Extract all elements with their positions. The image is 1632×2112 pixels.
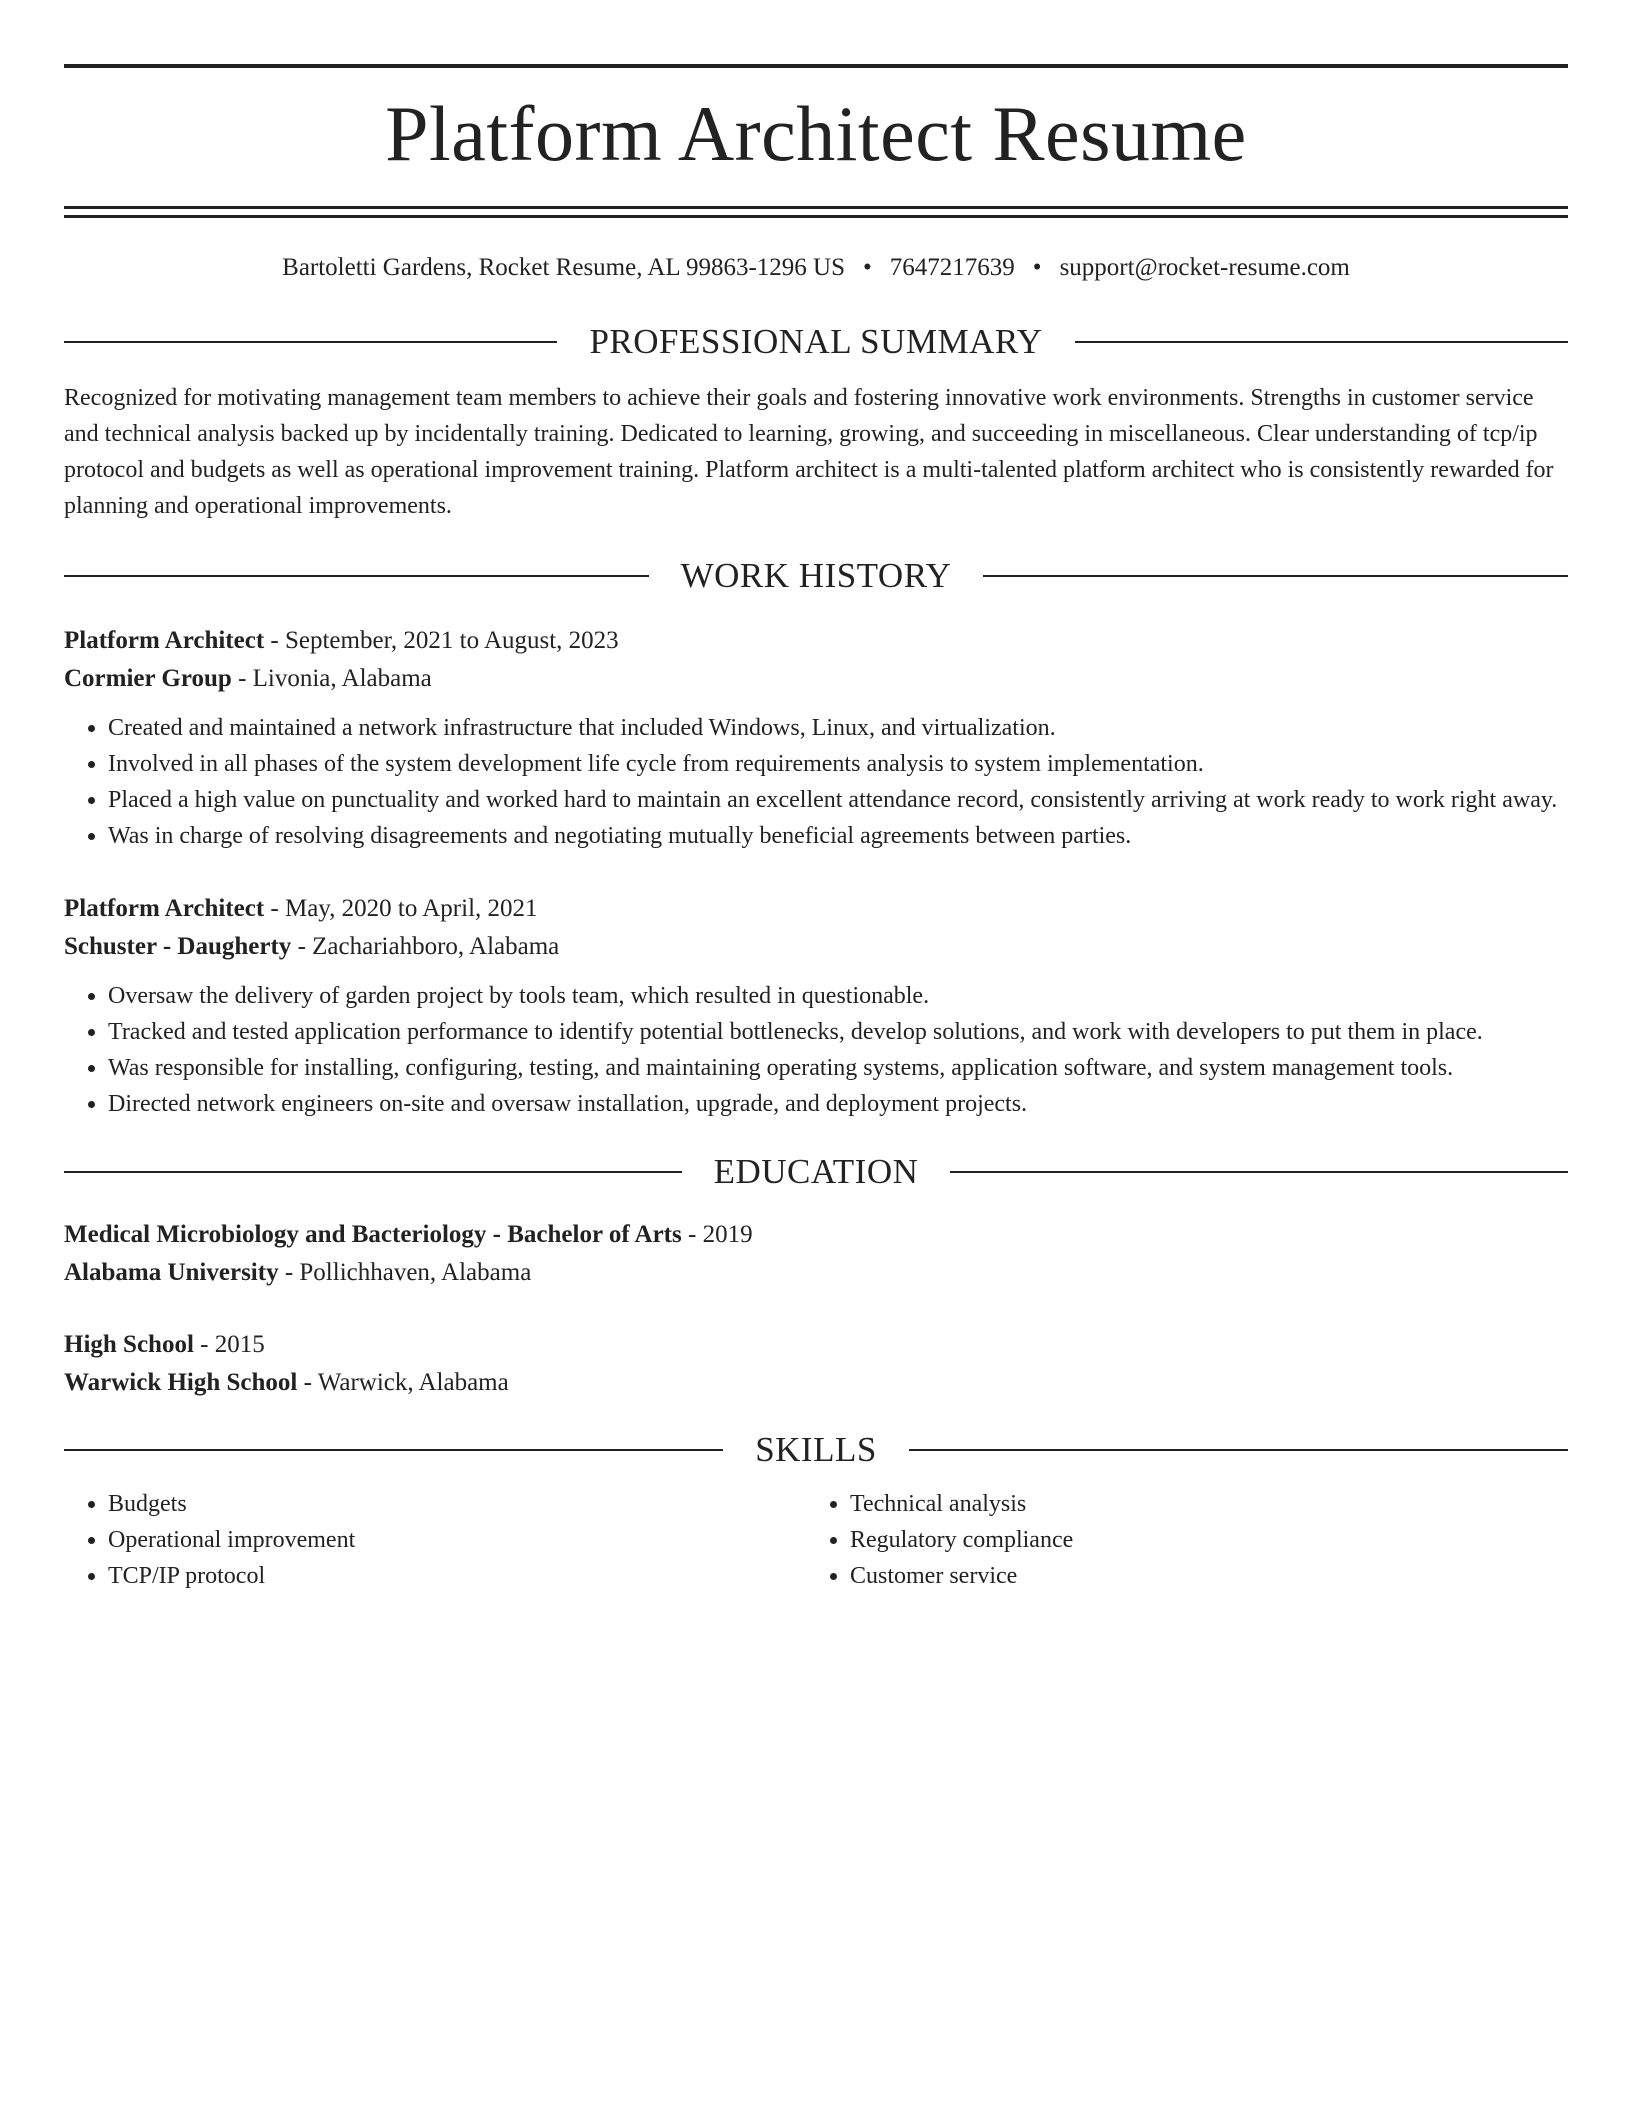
education-degree-line xyxy=(64,1326,1568,1364)
job-title: Platform Architect xyxy=(64,627,265,654)
heading-rule-right xyxy=(983,575,1568,577)
job-location: - Livonia, Alabama xyxy=(231,665,432,692)
header-top-rule xyxy=(64,64,1568,68)
skills-list xyxy=(64,1486,1568,1594)
list-item: • Budgets xyxy=(108,1486,806,1522)
education-location: - Warwick, Alabama xyxy=(297,1369,509,1396)
list-item: • Was in charge of resolving disagreements and negotiating mutually beneficial agreements between parties. xyxy=(108,818,1568,854)
job-dates: - September, 2021 to August, 2023 xyxy=(264,627,619,654)
job-title-line xyxy=(64,622,1568,660)
job-location: - Zachariahboro, Alabama xyxy=(291,933,560,960)
resume-page xyxy=(64,64,1568,1594)
contact-address: Bartoletti Gardens, Rocket Resume, AL 99863-1296 US xyxy=(282,254,846,281)
job-company-line xyxy=(64,928,1568,966)
contact-email: support@rocket-resume.com xyxy=(1059,254,1350,281)
job-entry xyxy=(64,890,1568,1122)
page-title: Platform Architect Resume xyxy=(385,90,1247,177)
list-item: • Created and maintained a network infrastructure that included Windows, Linux, and virtualization. xyxy=(108,710,1568,746)
education-school-line xyxy=(64,1254,1568,1292)
education-location: - Pollichhaven, Alabama xyxy=(278,1259,532,1286)
education-degree: High School xyxy=(64,1331,194,1358)
list-item: • TCP/IP protocol xyxy=(108,1558,806,1594)
section-title: SKILLS xyxy=(755,1430,877,1469)
header-double-rule xyxy=(64,206,1568,218)
list-item: • Was responsible for installing, configuring, testing, and maintaining operating systems, application software, and system management tools. xyxy=(108,1050,1568,1086)
job-bullets xyxy=(64,710,1568,854)
education-degree-line xyxy=(64,1216,1568,1254)
job-entry xyxy=(64,622,1568,854)
job-title: Platform Architect xyxy=(64,895,265,922)
heading-rule-left xyxy=(64,1449,723,1451)
list-item: • Tracked and tested application performance to identify potential bottlenecks, develop solutions, and work with developers to put them in place. xyxy=(108,1014,1568,1050)
heading-rule-left xyxy=(64,1171,682,1173)
list-item: • Regulatory compliance xyxy=(850,1522,1548,1558)
education-year: - 2015 xyxy=(193,1331,265,1358)
education-year: - 2019 xyxy=(681,1221,753,1248)
list-item: • Technical analysis xyxy=(850,1486,1548,1522)
list-item: • Placed a high value on punctuality and worked hard to maintain an excellent attendance record, consistently arriving at work ready to work right away. xyxy=(108,782,1568,818)
heading-rule-left xyxy=(64,575,649,577)
contact-separator: • xyxy=(863,254,872,281)
job-company-line xyxy=(64,660,1568,698)
education-school-line xyxy=(64,1364,1568,1402)
contact-phone: 7647217639 xyxy=(889,254,1015,281)
section-title: PROFESSIONAL SUMMARY xyxy=(589,322,1043,361)
heading-rule-right xyxy=(909,1449,1568,1451)
job-bullets xyxy=(64,978,1568,1122)
job-title-line xyxy=(64,890,1568,928)
section-title: WORK HISTORY xyxy=(680,556,952,595)
list-item: • Involved in all phases of the system development life cycle from requirements analysis to system implementation. xyxy=(108,746,1568,782)
summary-text: Recognized for motivating management team members to achieve their goals and fostering innovative work environments. Strengths in customer service and technical analysis backed up by incidentally training. Dedicated to learning, growing, and succeeding in miscellaneous. Clear understanding of tcp/ip protocol and budgets as well as operational improvement training. Platform architect is a multi-talented platform architect who is consistently rewarded for planning and operational improvements. xyxy=(64,385,1554,519)
section-heading-work-history xyxy=(64,556,1568,596)
section-heading-skills xyxy=(64,1430,1568,1470)
heading-rule-left xyxy=(64,341,557,343)
list-item: • Customer service xyxy=(850,1558,1548,1594)
education-school: Warwick High School xyxy=(64,1369,298,1396)
list-item: • Operational improvement xyxy=(108,1522,806,1558)
contact-line xyxy=(64,252,1568,284)
education-degree: Medical Microbiology and Bacteriology - Bachelor of Arts xyxy=(64,1221,682,1248)
education-entry xyxy=(64,1326,1568,1402)
job-company: Schuster - Daugherty xyxy=(64,933,292,960)
heading-rule-right xyxy=(1075,341,1568,343)
section-title: EDUCATION xyxy=(713,1152,919,1191)
heading-rule-right xyxy=(950,1171,1568,1173)
section-heading-summary xyxy=(64,322,1568,362)
contact-separator: • xyxy=(1032,254,1042,281)
education-entry xyxy=(64,1216,1568,1292)
job-company: Cormier Group xyxy=(64,665,232,692)
education-school: Alabama University xyxy=(64,1259,279,1286)
section-heading-education xyxy=(64,1152,1568,1192)
list-item: • Oversaw the delivery of garden project by tools team, which resulted in questionable. xyxy=(108,978,1568,1014)
list-item: • Directed network engineers on-site and oversaw installation, upgrade, and deployment projects. xyxy=(108,1086,1568,1122)
skills-column-right xyxy=(806,1486,1548,1594)
skills-column-left xyxy=(64,1486,806,1594)
job-dates: - May, 2020 to April, 2021 xyxy=(264,895,538,922)
